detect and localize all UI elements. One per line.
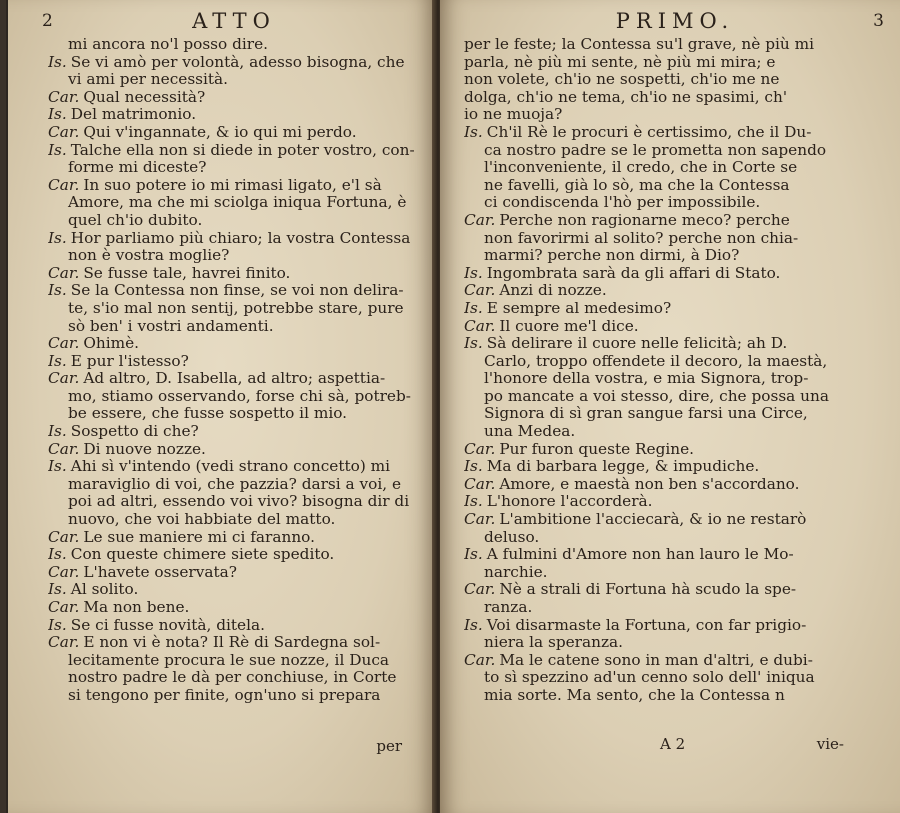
line-text: L'havete osservata?	[83, 563, 237, 581]
line-text: Voi disarmaste la Fortuna, con far prigio-	[486, 616, 807, 634]
speaker-label: Car.	[464, 211, 496, 229]
text-line	[464, 493, 886, 511]
line-text: L'honore l'accorderà.	[486, 493, 653, 511]
text-line	[48, 335, 420, 353]
speaker-label: Is.	[48, 546, 67, 564]
text-line	[48, 388, 420, 406]
line-text: Sà delirare il cuore nelle felicità; ah D.	[486, 335, 788, 353]
line-text: A fulmini d'Amore non han lauro le Mo-	[486, 546, 794, 564]
speaker-label: Is.	[48, 53, 67, 71]
line-text: Le sue maniere mi ci faranno.	[83, 528, 315, 546]
line-text: non volete, ch'io ne sospetti, ch'io me ne	[464, 71, 780, 89]
line-text: Ch'il Rè le procuri è certissimo, che il Du-	[486, 123, 812, 141]
speaker-label: Is.	[464, 299, 483, 317]
line-text: Ahi sì v'intendo (vedi strano concetto) mi	[70, 458, 391, 476]
text-line	[464, 353, 886, 371]
page-number-right: 3	[873, 11, 884, 31]
line-text: sò ben' i vostri andamenti.	[68, 317, 274, 335]
line-text: Ingombrata sarà da gli affari di Stato.	[486, 264, 781, 282]
text-line	[464, 441, 886, 459]
speaker-label: Car.	[48, 335, 80, 353]
line-text: vi ami per necessità.	[68, 71, 229, 89]
running-header-right	[464, 6, 886, 36]
line-text: mo, stiamo osservando, forse chi sà, potreb-	[68, 387, 411, 405]
speaker-label: Car.	[48, 88, 80, 106]
speaker-label: Car.	[48, 440, 80, 458]
speaker-label: Car.	[464, 282, 496, 300]
text-line	[464, 318, 886, 336]
line-text: l'honore della vostra, e mia Signora, trop-	[484, 370, 809, 388]
running-header-left	[42, 6, 420, 36]
speaker-label: Car.	[48, 563, 80, 581]
text-line	[48, 194, 420, 212]
text-line	[464, 54, 886, 72]
text-line	[48, 669, 420, 687]
line-text: Del matrimonio.	[70, 106, 197, 124]
text-line	[464, 212, 886, 230]
text-block-left	[48, 36, 420, 705]
text-line	[48, 54, 420, 72]
text-line	[464, 476, 886, 494]
catchword-right: vie-	[816, 735, 844, 753]
speaker-label: Is.	[48, 229, 67, 247]
text-line	[464, 511, 886, 529]
line-text: Il cuore me'l dice.	[499, 317, 639, 335]
text-line	[48, 353, 420, 371]
text-line	[48, 36, 420, 54]
text-line	[48, 230, 420, 248]
line-text: Con queste chimere siete spedito.	[70, 546, 335, 564]
line-text: Amore, ma che mi sciolga iniqua Fortuna, è	[68, 194, 407, 212]
speaker-label: Car.	[48, 634, 80, 652]
text-line	[464, 159, 886, 177]
text-line	[48, 652, 420, 670]
speaker-label: Is.	[464, 493, 483, 511]
text-line	[464, 370, 886, 388]
speaker-label: Is.	[48, 141, 67, 159]
line-text: Ma non bene.	[83, 599, 190, 616]
speaker-label: Is.	[48, 458, 67, 476]
text-line	[464, 599, 886, 617]
line-text: Ohimè.	[83, 335, 140, 353]
text-line	[464, 423, 886, 441]
speaker-label: Is.	[464, 123, 483, 141]
text-line	[464, 247, 886, 265]
text-line	[48, 405, 420, 423]
signature-mark: A 2	[660, 735, 686, 753]
text-line	[464, 71, 886, 89]
text-line	[464, 634, 886, 652]
text-line	[464, 652, 886, 670]
line-text: io ne muoja?	[464, 106, 563, 124]
page-footer-right	[464, 735, 876, 755]
text-line	[48, 441, 420, 459]
text-line	[464, 335, 886, 353]
line-text: Se fusse tale, havrei finito.	[83, 264, 291, 282]
line-text: maraviglio di voi, che pazzia? darsi a voi, e	[68, 475, 402, 493]
text-line	[464, 546, 886, 564]
speaker-label: Is.	[464, 458, 483, 476]
text-line	[48, 617, 420, 635]
line-text: E sempre al medesimo?	[486, 299, 672, 317]
line-text: deluso.	[484, 528, 540, 546]
text-line	[48, 564, 420, 582]
text-line	[464, 89, 886, 107]
speaker-label: Is.	[48, 352, 67, 370]
line-text: to sì spezzino ad'un cenno solo dell' iniqua	[484, 669, 815, 687]
speaker-label: Car.	[464, 475, 496, 493]
line-text: poi ad altri, essendo voi vivo? bisogna dir di	[68, 493, 410, 511]
line-text: te, s'io mal non sentij, potrebbe stare, pure	[68, 299, 404, 317]
line-text: nostro padre le dà per conchiuse, in Corte	[68, 669, 397, 687]
speaker-label: Car.	[464, 651, 496, 669]
line-text: per le feste; la Contessa su'l grave, nè più mi	[464, 36, 814, 53]
line-text: marmi? perche non dirmi, à Dio?	[484, 247, 740, 265]
speaker-label: Car.	[48, 599, 80, 616]
line-text: dolga, ch'io ne tema, ch'io ne spasimi, ch'	[464, 88, 788, 106]
speaker-label: Car.	[48, 123, 80, 141]
speaker-label: Car.	[48, 176, 80, 194]
text-line	[464, 265, 886, 283]
speaker-label: Is.	[48, 423, 67, 441]
line-text: In suo potere io mi rimasi ligato, e'l sà	[83, 176, 382, 194]
line-text: lecitamente procura le sue nozze, il Duca	[68, 651, 390, 669]
text-line	[464, 388, 886, 406]
line-text: Se la Contessa non finse, se voi non delira-	[70, 282, 404, 300]
text-line	[48, 511, 420, 529]
speaker-label: Is.	[48, 581, 67, 599]
text-line	[48, 423, 420, 441]
text-line	[48, 458, 420, 476]
line-text: Qual necessità?	[83, 88, 206, 106]
line-text: Talche ella non si diede in poter vostro, con-	[70, 141, 415, 159]
line-text: L'ambitione l'acciecarà, & io ne restarò	[499, 511, 807, 529]
line-text: Amore, e maestà non ben s'accordano.	[499, 475, 800, 493]
speaker-label: Is.	[48, 282, 67, 300]
line-text: Ma di barbara legge, & impudiche.	[486, 458, 760, 476]
text-line	[48, 142, 420, 160]
text-line	[464, 282, 886, 300]
text-line	[464, 669, 886, 687]
line-text: Di nuove nozze.	[83, 440, 206, 458]
text-line	[48, 177, 420, 195]
text-line	[48, 282, 420, 300]
text-line	[48, 106, 420, 124]
line-text: Ad altro, D. Isabella, ad altro; aspettia-	[83, 370, 386, 388]
text-line	[48, 159, 420, 177]
catchword-left: per	[376, 737, 402, 755]
text-line	[48, 89, 420, 107]
text-line	[48, 493, 420, 511]
line-text: si tengono per finite, ogn'uno si prepara	[68, 686, 381, 704]
line-text: ne favelli, già lo sò, ma che la Contessa	[484, 176, 790, 194]
header-title-right: PRIMO.	[615, 9, 735, 33]
line-text: Ma le catene sono in man d'altri, e dubi-	[499, 651, 813, 669]
line-text: nuovo, che voi habbiate del matto.	[68, 511, 336, 529]
text-line	[48, 71, 420, 89]
line-text: ranza.	[484, 599, 533, 616]
line-text: be essere, che fusse sospetto il mio.	[68, 405, 348, 423]
page-number-left: 2	[42, 11, 53, 31]
line-text: Se ci fusse novità, ditela.	[70, 616, 265, 634]
speaker-label: Is.	[48, 106, 67, 124]
line-text: E pur l'istesso?	[70, 352, 189, 370]
line-text: non è vostra moglie?	[68, 247, 230, 265]
text-line	[48, 300, 420, 318]
text-line	[48, 529, 420, 547]
text-line	[464, 36, 886, 54]
speaker-label: Is.	[464, 335, 483, 353]
line-text: mi ancora no'l posso dire.	[68, 36, 269, 53]
text-line	[48, 212, 420, 230]
speaker-label: Is.	[48, 616, 67, 634]
line-text: narchie.	[484, 563, 548, 581]
text-line	[48, 599, 420, 617]
line-text: E non vi è nota? Il Rè di Sardegna sol-	[83, 634, 381, 652]
text-line	[48, 265, 420, 283]
text-line	[48, 476, 420, 494]
text-line	[48, 247, 420, 265]
speaker-label: Car.	[464, 317, 496, 335]
speaker-label: Car.	[464, 581, 496, 599]
text-line	[48, 634, 420, 652]
line-text: non favorirmi al solito? perche non chia-	[484, 229, 799, 247]
text-line	[464, 458, 886, 476]
speaker-label: Is.	[464, 546, 483, 564]
text-line	[464, 142, 886, 160]
text-block-right	[464, 36, 886, 705]
line-text: Hor parliamo più chiaro; la vostra Contessa	[70, 229, 411, 247]
text-line	[464, 177, 886, 195]
line-text: mia sorte. Ma sento, che la Contessa n	[484, 686, 785, 704]
line-text: ci condiscenda l'hò per impossibile.	[484, 194, 761, 212]
speaker-label: Car.	[464, 511, 496, 529]
line-text: forme mi diceste?	[68, 159, 207, 177]
line-text: quel ch'io dubito.	[68, 211, 203, 229]
left-page	[8, 0, 436, 813]
text-line	[464, 124, 886, 142]
line-text: niera la speranza.	[484, 634, 623, 652]
text-line	[464, 564, 886, 582]
text-line	[464, 617, 886, 635]
header-title-left: ATTO	[192, 9, 276, 33]
speaker-label: Car.	[464, 440, 496, 458]
line-text: Qui v'ingannate, & io qui mi perdo.	[83, 123, 357, 141]
line-text: Al solito.	[70, 581, 139, 599]
line-text: Signora di sì gran sangue farsi una Circe,	[484, 405, 808, 423]
speaker-label: Car.	[48, 264, 80, 282]
text-line	[48, 687, 420, 705]
line-text: parla, nè più mi sente, nè più mi mira; e	[464, 53, 776, 71]
speaker-label: Car.	[48, 528, 80, 546]
text-line	[464, 230, 886, 248]
right-page	[440, 0, 900, 813]
text-line	[464, 405, 886, 423]
line-text: Anzi di nozze.	[499, 282, 607, 300]
text-line	[464, 687, 886, 705]
speaker-label: Car.	[48, 370, 80, 388]
text-line	[48, 318, 420, 336]
text-line	[464, 529, 886, 547]
text-line	[48, 546, 420, 564]
text-line	[48, 581, 420, 599]
line-text: Nè a strali di Fortuna hà scudo la spe-	[499, 581, 797, 599]
line-text: una Medea.	[484, 423, 576, 441]
line-text: l'inconveniente, il credo, che in Corte se	[484, 159, 798, 177]
line-text: Carlo, troppo offendete il decoro, la maestà,	[484, 352, 828, 370]
line-text: po mancate a voi stesso, dire, che possa una	[484, 387, 829, 405]
text-line	[48, 124, 420, 142]
text-line	[464, 581, 886, 599]
line-text: ca nostro padre se le prometta non sapendo	[484, 141, 827, 159]
text-line	[464, 106, 886, 124]
line-text: Pur furon queste Regine.	[499, 440, 695, 458]
text-line	[464, 300, 886, 318]
line-text: Se vi amò per volontà, adesso bisogna, che	[70, 53, 405, 71]
text-line	[48, 370, 420, 388]
line-text: Sospetto di che?	[70, 423, 199, 441]
speaker-label: Is.	[464, 264, 483, 282]
speaker-label: Is.	[464, 616, 483, 634]
text-line	[464, 194, 886, 212]
line-text: Perche non ragionarne meco? perche	[499, 211, 790, 229]
